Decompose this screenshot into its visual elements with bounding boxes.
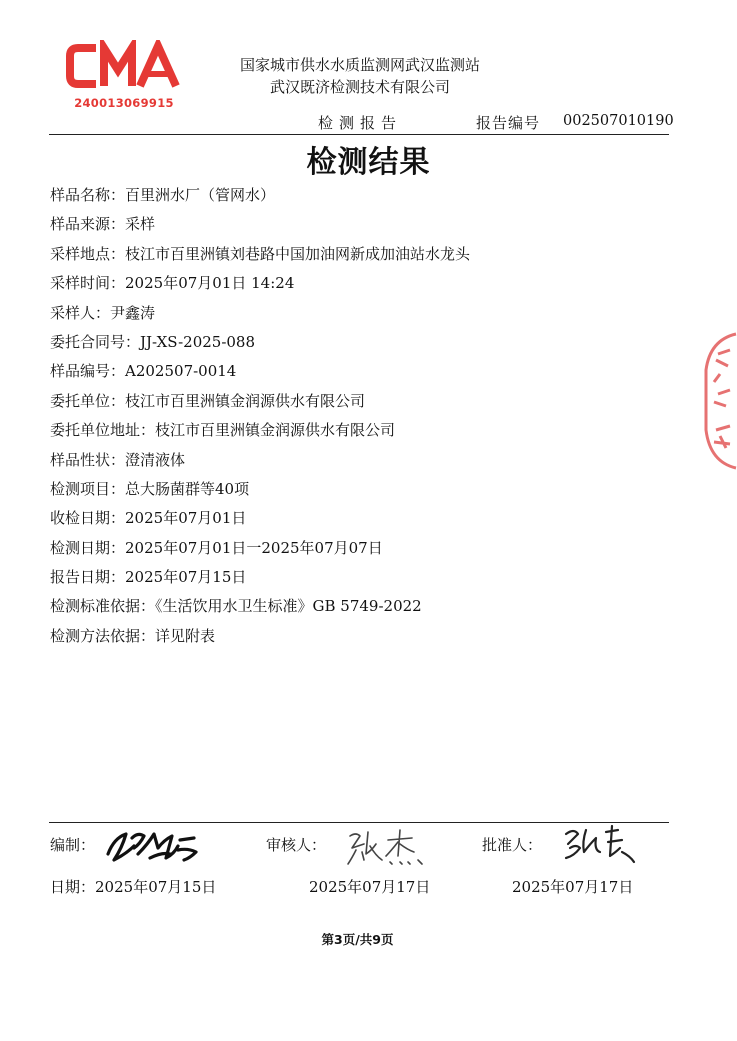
field-receipt-date (50, 504, 690, 533)
field-label: 采样时间： (50, 274, 126, 293)
org-line-2: 武汉既济检测技术有限公司 (269, 78, 450, 96)
cma-number: 240013069915 (74, 96, 174, 110)
field-value: A202507-0014 (125, 362, 237, 381)
field-value: 枝江市百里洲镇金润源供水有限公司 (155, 421, 396, 440)
field-label: 检测方法依据： (50, 626, 156, 645)
field-label: 采样人： (50, 303, 111, 322)
field-value: 2025年07月15日 (125, 568, 247, 587)
field-test-method (50, 622, 690, 651)
field-contract-number (50, 328, 690, 357)
page-title: 检测结果 (306, 145, 431, 180)
field-label: 检测项目： (50, 479, 126, 498)
field-list (50, 181, 690, 651)
seal-stamp-icon (696, 330, 737, 472)
field-value: 详见附表 (155, 626, 216, 645)
field-sample-appearance (50, 446, 690, 475)
field-label: 样品编号： (50, 362, 126, 381)
cma-mark-icon (66, 40, 182, 96)
reviewer-date: 2025年07月17日 (309, 878, 431, 896)
field-value: JJ-XS-2025-088 (140, 332, 256, 351)
editor-date (50, 876, 216, 897)
editor-date-value: 2025年07月15日 (95, 878, 217, 896)
field-client-address (50, 416, 690, 445)
field-label: 委托单位： (50, 391, 126, 410)
field-client (50, 387, 690, 416)
field-value: 2025年07月01日 (125, 509, 247, 528)
field-value: 2025年07月01日一2025年07月07日 (125, 538, 383, 557)
approver-label: 批准人： (482, 836, 543, 854)
field-sample-name (50, 181, 690, 210)
field-test-items (50, 475, 690, 504)
field-label: 委托合同号： (50, 332, 141, 351)
field-value: 采样 (125, 215, 156, 234)
field-value: 《生活饮用水卫生标准》GB 5749-2022 (155, 597, 422, 616)
editor-signature-icon (104, 824, 200, 872)
reviewer-signature-icon (342, 826, 432, 872)
field-label: 采样地点： (50, 244, 126, 263)
field-value: 百里洲水厂（管网水） (125, 186, 276, 204)
field-label: 委托单位地址： (50, 421, 156, 440)
field-label: 检测日期： (50, 538, 126, 557)
organization-header (200, 54, 520, 98)
field-value: 尹鑫涛 (110, 303, 156, 322)
approver-date: 2025年07月17日 (512, 878, 634, 896)
page-number: 第3页/共9页 (321, 932, 394, 947)
field-sampling-location (50, 240, 690, 269)
report-number: 002507010190 (563, 113, 674, 129)
field-label: 报告日期： (50, 568, 126, 587)
field-label: 检测标准依据： (50, 597, 156, 616)
report-label: 检测报告 (318, 114, 403, 132)
field-sampler (50, 299, 690, 328)
field-label: 样品名称： (50, 186, 126, 204)
field-value: 枝江市百里洲镇刘巷路中国加油网新成加油站水龙头 (125, 244, 471, 263)
editor-label: 编制： (50, 836, 96, 854)
field-label: 样品来源： (50, 215, 126, 234)
field-sample-number (50, 357, 690, 386)
field-value: 2025年07月01日 14:24 (125, 274, 295, 293)
cma-logo (66, 40, 182, 116)
approver-signature-icon (560, 822, 640, 874)
field-sampling-time (50, 269, 690, 298)
field-sample-source (50, 210, 690, 239)
report-number-label: 报告编号 (476, 114, 541, 132)
field-label: 收检日期： (50, 509, 126, 528)
field-report-date (50, 563, 690, 592)
field-value: 枝江市百里洲镇金润源供水有限公司 (125, 391, 366, 410)
org-line-1: 国家城市供水水质监测网武汉监测站 (239, 56, 480, 74)
editor-date-label: 日期： (50, 878, 96, 896)
field-value: 澄清液体 (125, 450, 186, 469)
reviewer-label: 审核人： (266, 836, 327, 854)
header-divider (49, 134, 669, 135)
field-label: 样品性状： (50, 450, 126, 469)
field-test-standard (50, 592, 690, 621)
field-value: 总大肠菌群等40项 (125, 479, 250, 498)
field-test-date (50, 534, 690, 563)
